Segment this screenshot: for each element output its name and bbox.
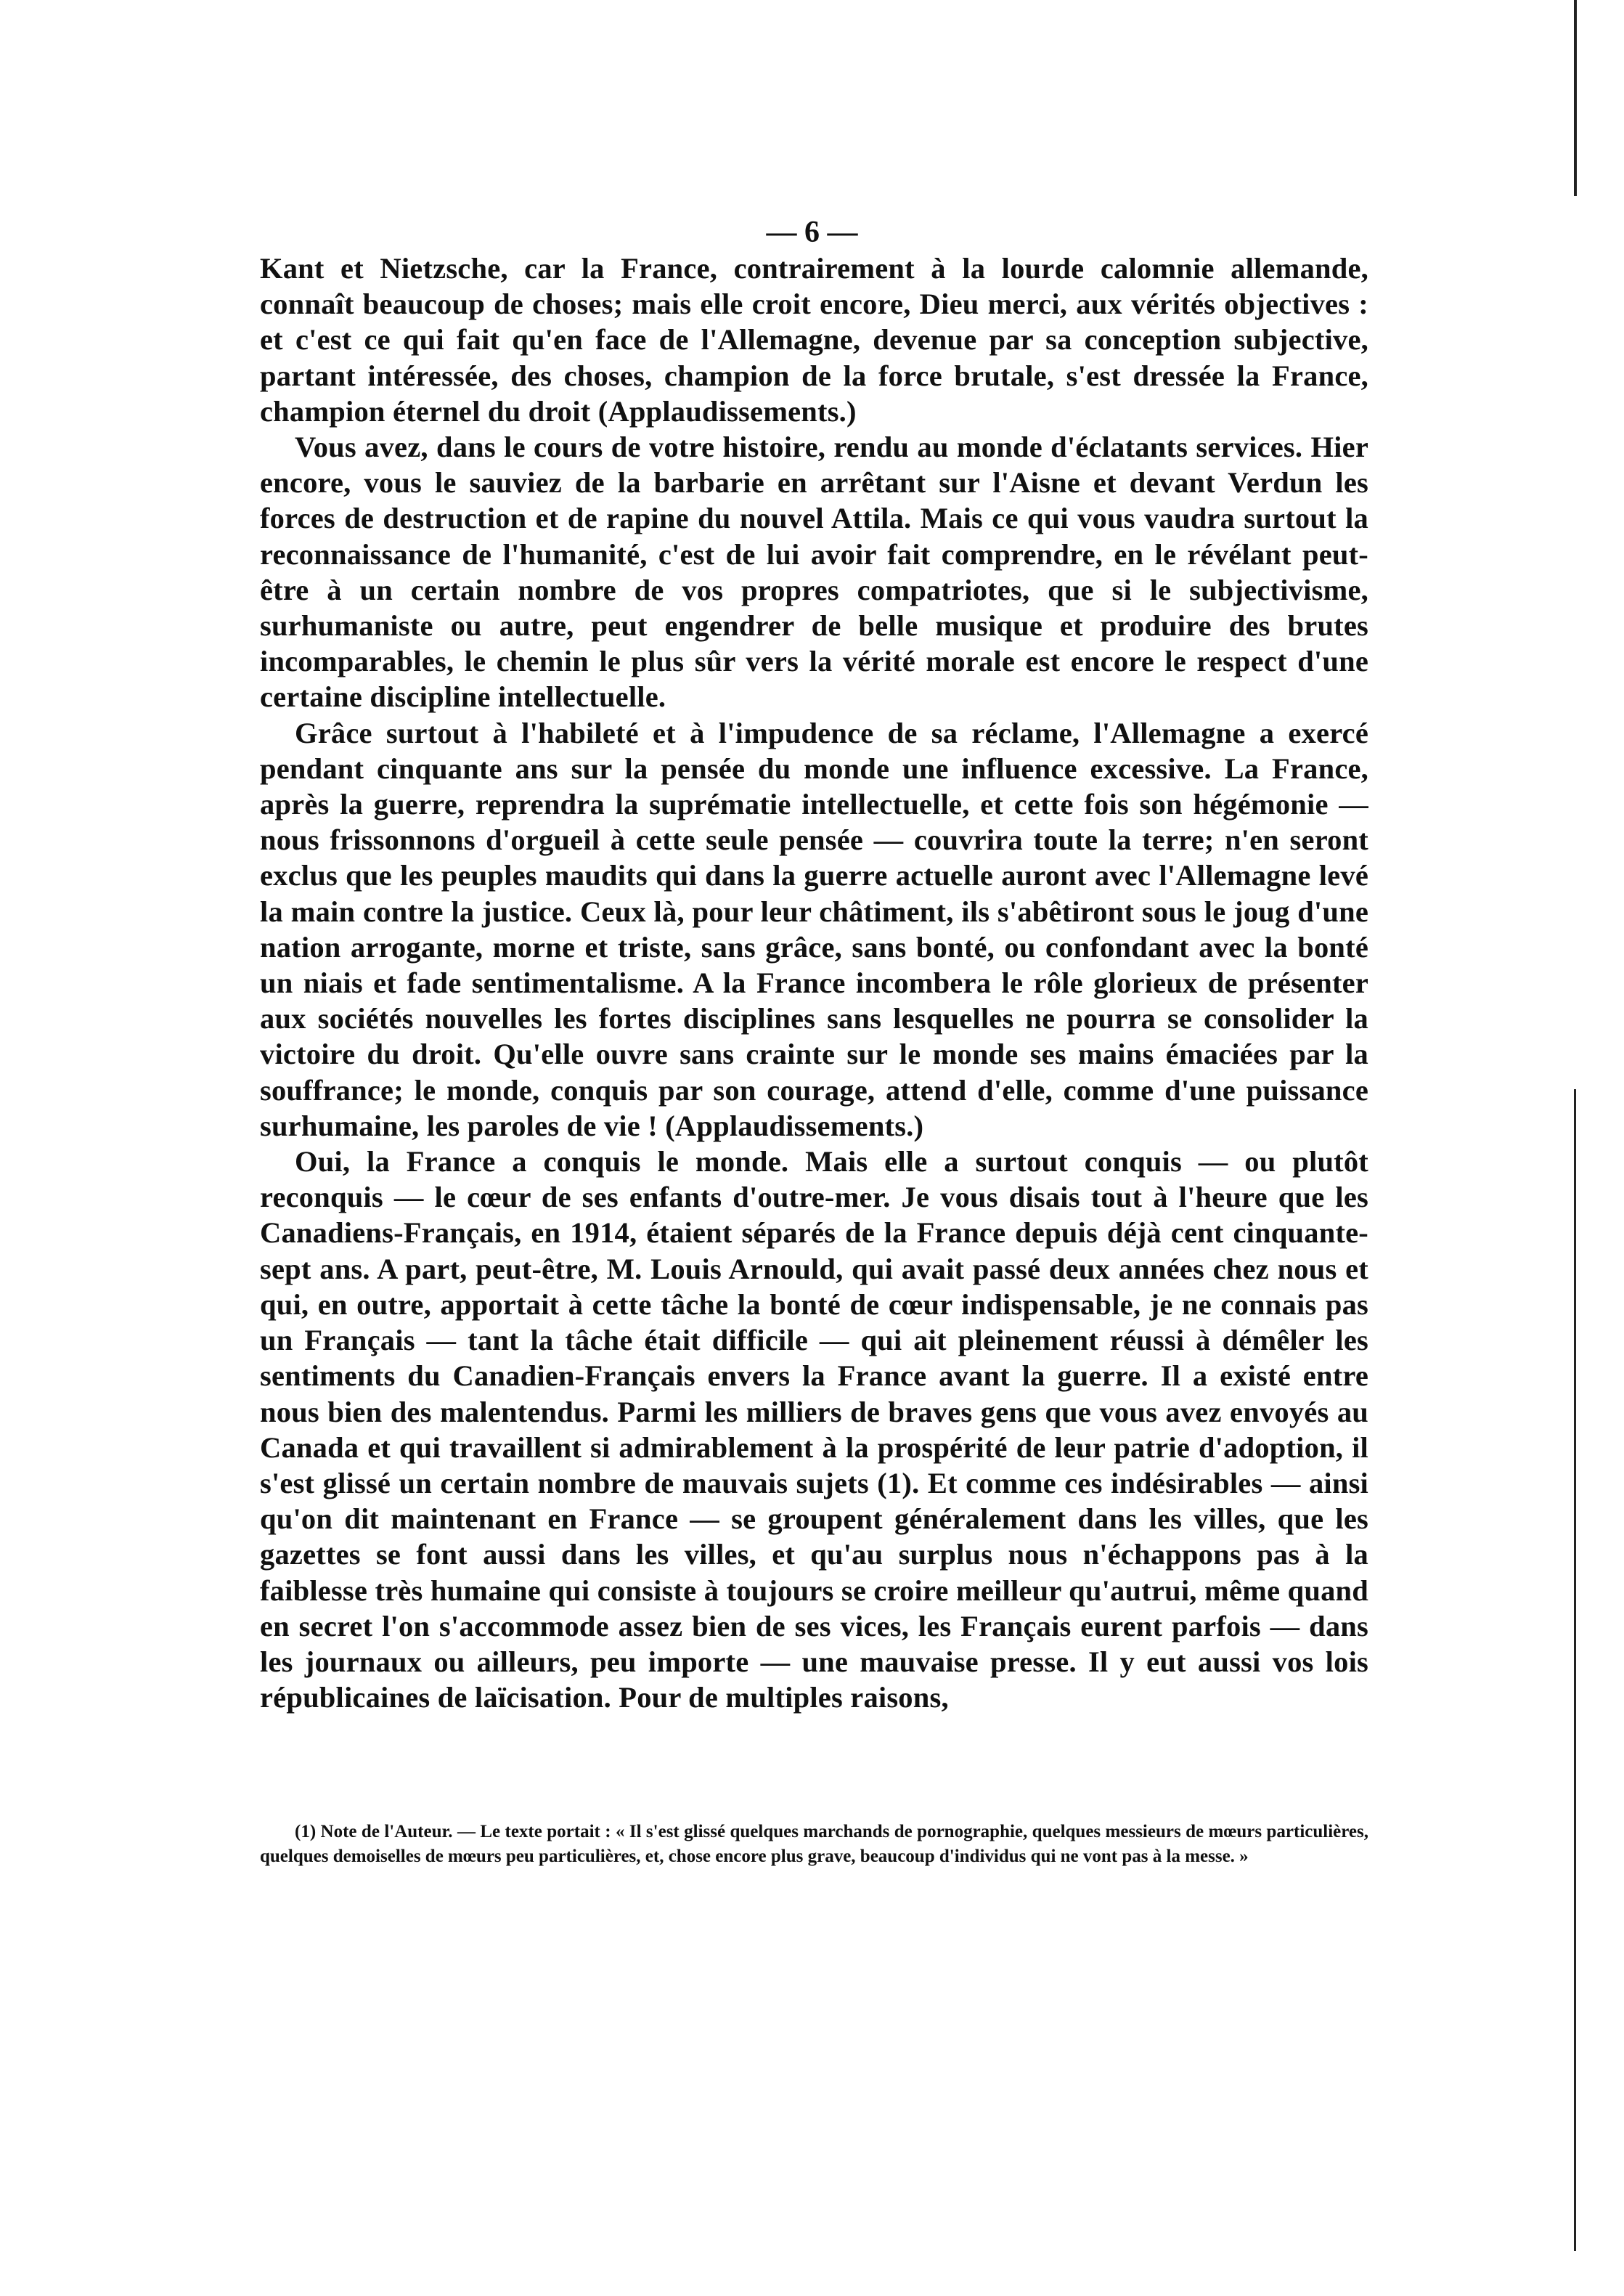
paragraph: Vous avez, dans le cours de votre histoire, rendu au monde d'éclatants services. Hier encore, vous le sauviez de la barbarie en arrêtant sur l'Aisne et devant Verdun les forces de destruction et de rapine du nouvel Attila. Mais ce qui vous vaudra surtout la reconnaissance de l'humanité, c'est de lui avoir fait comprendre, en le révélant peut-être à un certain nombre de vos propres compatriotes, que si le subjectivisme, surhumaniste ou autre, peut engendrer de belle musique et produire des brutes incomparables, le chemin le plus sûr vers la vérité morale est encore le respect d'une certaine discipline intellectuelle.: [260, 431, 1368, 714]
paragraph: Grâce surtout à l'habileté et à l'impudence de sa réclame, l'Allemagne a exercé pendant cinquante ans sur la pensée du monde une influence excessive. La France, après la guerre, reprendra la suprématie intellectuelle, et cette fois son hégémonie — nous frissonnons d'orgueil à cette seule pensée — couvrira toute la terre; n'en seront exclus que les peuples maudits qui dans la guerre actuelle auront avec l'Allemagne levé la main contre la justice. Ceux là, pour leur châtiment, ils s'abêtiront sous le joug d'une nation arrogante, morne et triste, sans grâce, sans bonté, ou confondant avec la bonté un niais et fade sentimentalisme. A la France incombera le rôle glorieux de présenter aux sociétés nouvelles les fortes disciplines sans lesquelles ne pourra se consolider la victoire du droit. Qu'elle ouvre sans crainte sur le monde ses mains émaciées par la souffrance; le monde, conquis par son courage, attend d'elle, comme d'une puissance surhumaine, les paroles de vie ! (Applaudissements.): [260, 716, 1368, 1142]
body-text: [260, 251, 1368, 1715]
scan-edge-mark: [1574, 1089, 1576, 2251]
page-number: — 6 —: [766, 216, 858, 249]
scan-edge-mark: [1574, 0, 1577, 196]
paragraph: Kant et Nietzsche, car la France, contrairement à la lourde calomnie allemande, connaît beaucoup de choses; mais elle croit encore, Dieu merci, aux vérités objectives : et c'est ce qui fait qu'en face de l'Allemagne, devenue par sa conception subjective, partant intéressée, des choses, champion de la force brutale, s'est dressée la France, champion éternel du droit (Applaudissements.): [260, 252, 1368, 428]
footnote: [260, 1820, 1368, 1869]
paragraph: Oui, la France a conquis le monde. Mais elle a surtout conquis — ou plutôt reconquis — le cœur de ses enfants d'outre-mer. Je vous disais tout à l'heure que les Canadiens-Français, en 1914, étaient séparés de la France depuis déjà cent cinquante-sept ans. A part, peut-être, M. Louis Arnould, qui avait passé deux années chez nous et qui, en outre, apportait à cette tâche la bonté de cœur indispensable, je ne connais pas un Français — tant la tâche était difficile — qui ait pleinement réussi à démêler les sentiments du Canadien-Français envers la France avant la guerre. Il a existé entre nous bien des malentendus. Parmi les milliers de braves gens que vous avez envoyés au Canada et qui travaillent si admirablement à la prospérité de leur patrie d'adoption, il s'est glissé un certain nombre de mauvais sujets (1). Et comme ces indésirables — ainsi qu'on dit maintenant en France — se groupent généralement dans les villes, que les gazettes se font aussi dans les villes, et qu'au surplus nous n'échappons pas à la faiblesse très humaine qui consiste à toujours se croire meilleur qu'autrui, même quand en secret l'on s'accommode assez bien de ses vices, les Français eurent parfois — dans les journaux ou ailleurs, peu importe — une mauvaise presse. Il y eut aussi vos lois républicaines de laïcisation. Pour de multiples raisons,: [260, 1145, 1368, 1714]
footnote-text: (1) Note de l'Auteur. — Le texte portait : « Il s'est glissé quelques marchands de pornographie, quelques messieurs de mœurs particulières, quelques demoiselles de mœurs peu particulières, et, chose encore plus grave, beaucoup d'individus qui ne vont pas à la messe. »: [260, 1822, 1368, 1866]
